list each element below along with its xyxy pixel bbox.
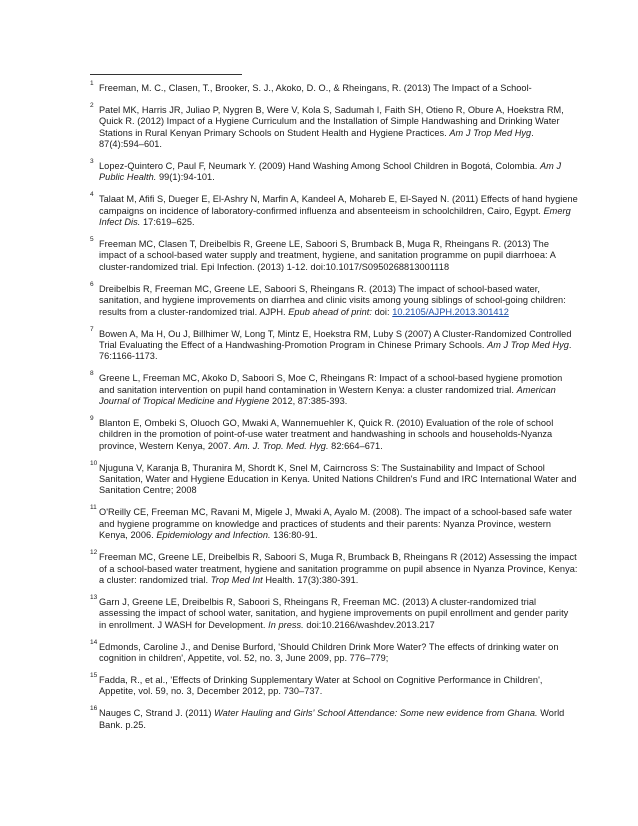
footnote-item: [90, 638, 578, 665]
footnote-number: 10: [90, 459, 98, 467]
footnote-text: [99, 463, 577, 496]
citation-text: . 76:1166-1173.: [99, 339, 572, 362]
journal-title: Trop Med Int: [210, 574, 263, 585]
citation-text: 82:664–671.: [328, 440, 383, 451]
footnote-text: [99, 83, 532, 93]
citation-text: Nauges C, Strand J. (2011): [99, 708, 215, 719]
footnote-number: 9: [90, 414, 94, 422]
citation-text: 136:80-91.: [270, 530, 318, 541]
footnote-number: 16: [90, 705, 98, 713]
footnote-text: [99, 597, 568, 630]
citation-text: Blanton E, Ombeki S, Oluoch GO, Mwaki A, Wannemuehler K, Quick R. (2010) Evaluation of the role of school children in the promotion of point-of-use water treatment and handwashing in schools and households-Nyanza province, Western Kenya, 2007.: [99, 417, 554, 451]
footnote-text: [99, 161, 561, 182]
citation-text: Talaat M, Afifi S, Dueger E, El-Ashry N, Marfin A, Kandeel A, Mohareb E, El-Sayed N. (2011) Effects of hand hygiene campaigns on incidence of laboratory-confirmed influenza and absenteeism in schoolchildren, Cairo, Egypt.: [99, 194, 578, 216]
footnote-text: [99, 239, 555, 272]
footnote-text: [99, 675, 542, 696]
journal-title: Epidemiology and Infection.: [156, 530, 271, 541]
footnote-item: [90, 549, 578, 586]
footnote-number: 13: [90, 593, 98, 601]
citation-text: Dreibelbis R, Freeman MC, Greene LE, Saboori S, Rheingans R. (2013) The impact of school-based water, sanitation, and hygiene improvements on diarrhea and clinic visits among young siblings of school-going children: results from a cluster-randomized trial. AJPH.: [99, 283, 566, 317]
footnote-text: [99, 373, 562, 406]
citation-text: Bowen A, Ma H, Ou J, Billhimer W, Long T, Mintz E, Hoekstra RM, Luby S (2007) A Cluster-Randomized Controlled Trial Evaluating the Effect of a Handwashing-Promotion Program in Chinese Primary Schools.: [99, 328, 572, 350]
footnotes-list: [90, 80, 578, 731]
footnote-number: 14: [90, 638, 98, 646]
footnote-item: [90, 158, 578, 184]
citation-text: Freeman MC, Greene LE, Dreibelbis R, Saboori S, Muga R, Brumback B, Rheingans R (2012) Assessing the impact of a school-based water treatment, hygiene and sanitation programme on pupil absence in Nyanza Province, Kenya: a cluster: randomized trial.: [99, 552, 578, 585]
journal-title: Emerg Infect Dis.: [99, 205, 571, 228]
footnote-number: 2: [90, 101, 94, 109]
journal-title: Water Hauling and Girls' School Attendance: Some new evidence from Ghana.: [214, 708, 538, 719]
footnote-text: [99, 105, 564, 149]
footnote-number: 4: [90, 191, 94, 199]
footnote-item: [90, 236, 578, 273]
footnote-item: [90, 504, 578, 541]
footnote-text: [99, 552, 577, 585]
journal-title: Am. J. Trop. Med. Hyg.: [233, 440, 329, 451]
footnote-text: [99, 708, 564, 729]
footnote-number: 15: [90, 671, 98, 679]
footnote-text: [99, 642, 558, 663]
footnote-number: 1: [90, 80, 94, 87]
footnote-item: [90, 459, 578, 497]
citation-text: Patel MK, Harris JR, Juliao P, Nygren B, Were V, Kola S, Sadumah I, Faith SH, Otieno R, Obure A, Hoekstra RM, Quick R. (2012) Impact of a Hygiene Curriculum and the Installation of Simple Handwashing and Drinking Water Stations in Rural Kenyan Primary Schools on Student Health and Hygiene Practices.: [99, 104, 564, 138]
footnote-item: [90, 191, 578, 228]
citation-text: . 87(4):594–601.: [99, 127, 534, 150]
citation-text: Health. 17(3):380-391.: [262, 574, 359, 585]
journal-title: American Journal of Tropical Medicine and Hygiene: [99, 384, 556, 407]
footnote-number: 7: [90, 325, 94, 333]
footnote-item: [90, 280, 578, 318]
citation-text: 2012, 87:385-393.: [269, 396, 348, 407]
citation-text: Lopez-Quintero C, Paul F, Neumark Y. (2009) Hand Washing Among School Children in Bogotá, Colombia.: [99, 161, 540, 172]
citation-text: doi:: [372, 306, 393, 317]
journal-title: In press.: [268, 619, 304, 630]
footnote-item: [90, 101, 578, 151]
citation-text: Garn J, Greene LE, Dreibelbis R, Saboori S, Rheingans R, Freeman MC. (2013) A cluster-randomized trial assessing the impact of school water, sanitation, and hygiene improvements on pupil enrollment and gender parity in enrollment. J WASH for Development.: [99, 596, 569, 630]
citation-text: 99(1):94-101.: [156, 172, 215, 183]
citation-text: Freeman MC, Clasen T, Dreibelbis R, Greene LE, Saboori S, Brumback B, Muga R, Rheingans R. (2013) The impact of a school-based water supply and treatment, hygiene, and sanitation programme on pupil diarrhoea: A cluster-randomized trial. Epi Infection. (2013) 1-12. doi:10.1017/S0950268813001118: [99, 239, 556, 272]
citation-text: Njuguna V, Karanja B, Thuranira M, Shordt K, Snel M, Cairncross S: The Sustainability and Impact of School Sanitation, Water and Hygiene Education in Kenya. United Nations Children's Fund and IRC International Water and Sanitation Centre; 2008: [99, 462, 577, 496]
footnote-number: 11: [90, 504, 97, 512]
footnote-number: 3: [90, 158, 94, 166]
journal-title: Am J Public Health.: [99, 161, 562, 183]
footnote-item: [90, 370, 578, 407]
footnote-number: 6: [90, 280, 94, 288]
footnote-separator-rule: [90, 74, 242, 75]
footnote-text: [99, 507, 572, 540]
citation-text: O'Reilly CE, Freeman MC, Ravani M, Migele J, Mwaki A, Ayalo M. (2008). The impact of a school-based safe water and hygiene programme on knowledge and practices of students and their parents: Nyanza Province, western Kenya, 2006.: [99, 507, 573, 541]
footnote-text: [99, 194, 578, 227]
footnote-item: [90, 325, 578, 363]
footnote-number: 8: [90, 370, 94, 378]
doi-link[interactable]: 10.2105/AJPH.2013.301412: [392, 306, 509, 317]
footnote-text: [99, 329, 572, 362]
footnote-number: 12: [90, 549, 98, 557]
citation-text: Edmonds, Caroline J., and Denise Burford, 'Should Children Drink More Water? The effects of drinking water on cognition in children', Appetite, vol. 52, no. 3, June 2009, pp. 776–779;: [99, 641, 559, 663]
footnote-item: [90, 705, 578, 731]
citation-text: Freeman, M. C., Clasen, T., Brooker, S. J., Akoko, D. O., & Rheingans, R. (2013) The Impact of a School-: [99, 83, 532, 93]
citation-text: 17:619–625.: [140, 217, 195, 228]
journal-title: Am J Trop Med Hyg: [487, 339, 569, 350]
footnote-text: [99, 284, 566, 317]
citation-text: Greene L, Freeman MC, Akoko D, Saboori S, Moe C, Rheingans R: Impact of a school-based hygiene promotion and sanitation intervention on pupil hand contamination in Western Kenya: a cluster randomized trial.: [99, 373, 563, 395]
footnote-number: 5: [90, 236, 94, 244]
citation-text: doi:10.2166/washdev.2013.217: [303, 619, 435, 630]
footnote-item: [90, 80, 578, 94]
footnote-item: [90, 414, 578, 452]
footnote-item: [90, 593, 578, 631]
journal-title: Am J Trop Med Hyg: [449, 127, 532, 138]
journal-title: Epub ahead of print:: [288, 306, 372, 317]
footnote-text: [99, 418, 553, 451]
footnote-item: [90, 671, 578, 698]
citation-text: Fadda, R., et al., 'Effects of Drinking Supplementary Water at School on Cognitive Performance in Children', Appetite, vol. 59, no. 3, December 2012, pp. 730–737.: [99, 674, 543, 697]
citation-text: World Bank. p.25.: [99, 708, 565, 730]
